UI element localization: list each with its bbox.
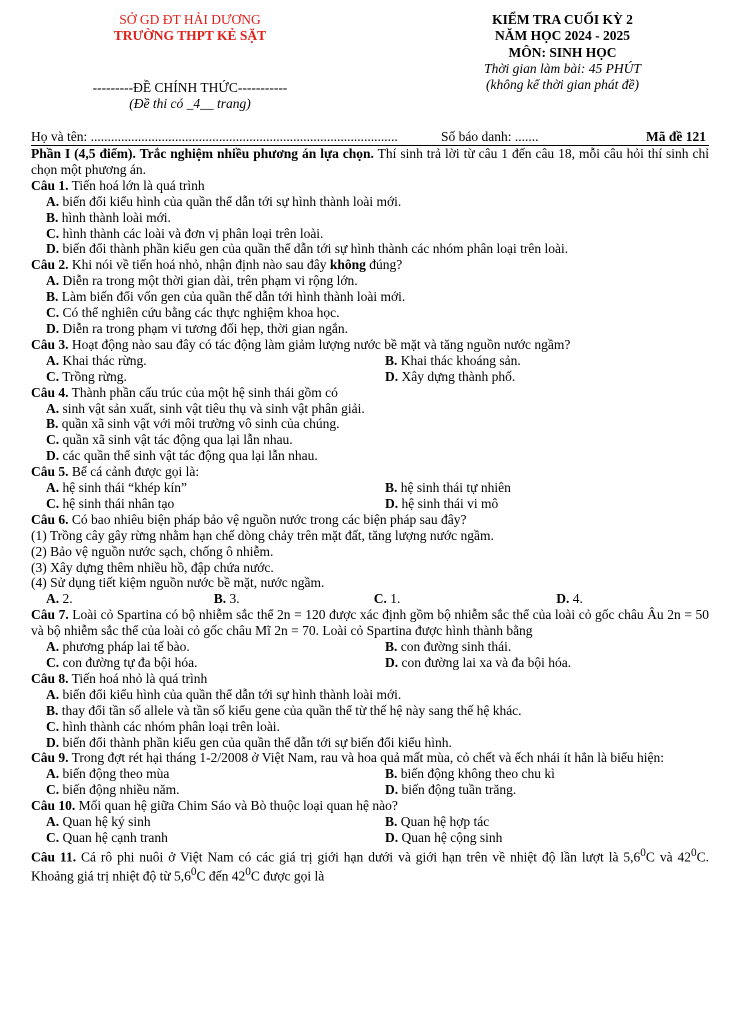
subject: MÔN: SINH HỌC: [508, 45, 617, 60]
option-text: biến đổi thành phần kiểu gen của quần thể dẫn tới sự biến đổi kiểu hình.: [62, 734, 452, 750]
option-c: [31, 496, 370, 512]
options-row: [31, 496, 709, 512]
question-text: Tiến hoá nhỏ là quá trình: [68, 670, 208, 686]
question-emphasis: không: [329, 257, 366, 273]
option-text: biến đổi kiểu hình của quần thể dẫn tới sự hình thành loài mới.: [62, 193, 402, 209]
option-d: [31, 241, 709, 257]
option-text: hình thành các loài và đơn vị phân loại trên loài.: [62, 225, 324, 241]
option-letter: C.: [46, 432, 60, 448]
question-label: Câu 5.: [31, 464, 69, 480]
option-b: [31, 210, 709, 226]
option-letter: D.: [46, 734, 60, 750]
option-d: [370, 782, 709, 798]
option-letter: D.: [385, 782, 399, 798]
option-a: [31, 687, 709, 703]
option-a: [31, 766, 370, 782]
statement-4: (4) Sử dụng tiết kiệm nguồn nước bề mặt, nước ngầm.: [31, 575, 325, 591]
degree-superscript: 0: [245, 866, 251, 879]
option-d: [31, 735, 709, 751]
part1-intro: [31, 146, 709, 178]
option-letter: A.: [46, 766, 60, 782]
degree-superscript: 0: [691, 846, 697, 859]
question-6: [31, 512, 709, 528]
option-a: [31, 273, 709, 289]
option-c: [31, 369, 370, 385]
question-text-end: đúng?: [365, 257, 403, 273]
option-letter: A.: [46, 193, 60, 209]
option-text: Làm biến đổi vốn gen của quần thể dẫn tới hình thành loài mới.: [61, 289, 406, 305]
question-3: [31, 337, 709, 353]
option-text: Quan hệ ký sinh: [62, 814, 151, 830]
student-name-field: Họ và tên: ...........................................................................................: [31, 129, 398, 144]
option-text: sinh vật sản xuất, sinh vật tiêu thụ và sinh vật phân giải.: [62, 400, 365, 416]
page-count: (Đề thi có _4__ trang): [129, 96, 251, 111]
options-row: [31, 480, 709, 496]
option-c: [31, 655, 370, 671]
option-d: [370, 369, 709, 385]
question-text: C được gọi là: [250, 868, 325, 884]
option-letter: A.: [46, 480, 60, 496]
option-b: [370, 766, 709, 782]
option-letter: B.: [385, 480, 398, 496]
option-letter: C.: [46, 495, 60, 511]
option-text: 3.: [229, 591, 240, 607]
question-label: Câu 11.: [31, 849, 77, 865]
option-letter: D.: [385, 829, 399, 845]
option-b: [31, 703, 709, 719]
option-letter: D.: [46, 448, 60, 464]
option-letter: D.: [385, 655, 399, 670]
options-row: [31, 591, 709, 607]
student-info-line: [31, 129, 709, 145]
question-4: [31, 385, 709, 401]
statement-3: (3) Xây dựng thêm nhiều hồ, đập chứa nước.: [31, 559, 274, 575]
question-11: [31, 846, 709, 885]
question-text: Hoạt động nào sau đây có tác động làm giảm lượng nước bề mặt và tăng nguồn nước ngầm?: [68, 336, 571, 352]
option-letter: B.: [46, 289, 59, 305]
option-letter: C.: [46, 782, 60, 798]
option-letter: B.: [385, 639, 398, 655]
question-2: [31, 257, 709, 273]
option-text: phương pháp lai tế bào.: [62, 639, 190, 655]
option-letter: B.: [46, 209, 59, 225]
exam-title: KIỂM TRA CUỐI KỲ 2: [492, 12, 633, 27]
option-text: biến đổi kiểu hình của quần thể dẫn tới sự hình thành loài mới.: [62, 686, 402, 702]
student-number-field: Số báo danh: .......: [441, 129, 539, 144]
options-row: [31, 369, 709, 385]
option-text: Diễn ra trong phạm vi tương đối hẹp, thời gian ngắn.: [62, 320, 349, 336]
question-label: Câu 1.: [31, 177, 69, 193]
option-b: [370, 353, 709, 369]
options-row: [31, 655, 709, 671]
degree-superscript: 0: [640, 846, 646, 859]
option-letter: A.: [46, 814, 60, 830]
option-letter: A.: [46, 273, 60, 289]
question-text: C và 42: [645, 849, 691, 865]
option-letter: D.: [385, 495, 399, 511]
option-text: biến động theo mùa: [62, 766, 170, 782]
option-text: 2.: [62, 591, 73, 607]
degree-superscript: 0: [190, 866, 197, 879]
exam-duration: Thời gian làm bài: 45 PHÚT: [484, 61, 641, 76]
option-a: [31, 194, 709, 210]
option-text: Diễn ra trong một thời gian dài, trên phạm vi rộng lớn.: [62, 273, 358, 289]
question-text: Cá rô phi nuôi ở Việt Nam có các giá trị giới hạn dưới và giới hạn trên về nhiệt độ lần lượt là 5,6: [76, 849, 641, 865]
option-c: [359, 591, 541, 607]
option-a: [31, 480, 370, 496]
statement-2: (2) Bảo vệ nguồn nước sạch, chống ô nhiễm.: [31, 543, 274, 559]
duration-note: (không kể thời gian phát đề): [485, 77, 640, 92]
option-text: hệ sinh thái tự nhiên: [400, 480, 511, 496]
option-d: [31, 448, 709, 464]
option-letter: C.: [46, 655, 60, 670]
option-letter: A.: [46, 639, 60, 655]
question-text: Trong đợt rét hại tháng 1-2/2008 ở Việt Nam, rau và hoa quả mất mùa, cỏ chết và ếch nhái ít hẳn là biểu hiện:: [68, 750, 664, 766]
option-letter: C.: [46, 718, 60, 734]
question-10: [31, 798, 709, 814]
option-letter: C.: [46, 368, 60, 384]
question-7: [31, 607, 709, 639]
option-letter: C.: [46, 829, 60, 845]
option-a: [31, 639, 370, 655]
department-name: SỞ GD ĐT HẢI DƯƠNG: [119, 12, 261, 27]
question-label: Câu 10.: [31, 798, 76, 814]
question-text: Loài cỏ Spartina có bộ nhiễm sắc thể 2n = 120 được xác định gồm bộ nhiễm sắc thể của loài cỏ gốc châu Âu 2n = 50 và bộ nhiễm sắc thể của loài cỏ gốc châu Mĩ 2n = 70. Loài cỏ Spartina được hình thành bằng: [31, 607, 710, 639]
question-label: Câu 9.: [31, 750, 69, 766]
option-b: [370, 480, 709, 496]
option-d: [370, 830, 709, 846]
option-text: 1.: [390, 591, 401, 607]
option-letter: D.: [385, 368, 399, 384]
question-8: [31, 671, 709, 687]
option-text: con đường sinh thái.: [400, 639, 512, 655]
question-label: Câu 6.: [31, 511, 69, 527]
option-text: biến động không theo chu kì: [400, 766, 555, 782]
option-text: hình thành loài mới.: [61, 209, 171, 225]
question-text: Có bao nhiêu biện pháp bảo vệ nguồn nước trong các biện pháp sau đây?: [68, 511, 467, 527]
statement-1: (1) Trồng cây gây rừng nhằm hạn chế dòng chảy trên mặt đất, tăng lượng nước ngầm.: [31, 527, 494, 543]
option-letter: B.: [46, 702, 59, 718]
part1-instruction: Thí sinh trả lời từ câu 1 đến câu 18, mỗi câu hỏi thí sinh chỉ chọn một phương án.: [31, 146, 709, 177]
option-letter: B.: [385, 352, 398, 368]
option-c: [31, 305, 709, 321]
option-b: [31, 416, 709, 432]
question-5: [31, 464, 709, 480]
option-letter: A.: [46, 400, 60, 416]
option-text: biến động nhiều năm.: [62, 782, 180, 798]
option-text: Quan hệ cạnh tranh: [62, 829, 168, 845]
question-label: Câu 7.: [31, 607, 69, 623]
option-letter: B.: [385, 766, 398, 782]
option-a: [31, 591, 199, 607]
option-text: Khai thác rừng.: [62, 352, 147, 368]
option-d: [541, 591, 709, 607]
option-letter: B.: [385, 814, 398, 830]
option-text: thay đổi tần số allele và tần số kiểu gene của quần thể từ thế hệ này sang thế hệ khác.: [61, 702, 522, 718]
option-letter: A.: [46, 686, 60, 702]
option-text: các quần thể sinh vật tác động qua lại lẫn nhau.: [62, 448, 318, 464]
options-row: [31, 814, 709, 830]
question-label: Câu 4.: [31, 384, 69, 400]
question-text: Mối quan hệ giữa Chim Sáo và Bò thuộc loại quan hệ nào?: [75, 798, 398, 814]
option-letter: A.: [46, 352, 60, 368]
option-b: [370, 639, 709, 655]
option-text: 4.: [572, 591, 583, 607]
option-letter: C.: [46, 305, 60, 321]
header-left: [60, 12, 320, 112]
option-d: [370, 496, 709, 512]
option-c: [31, 432, 709, 448]
exam-code: Mã đề 121: [646, 129, 706, 144]
option-a: [31, 401, 709, 417]
option-text: Trồng rừng.: [62, 368, 127, 384]
question-text: Thành phần cấu trúc của một hệ sinh thái gồm có: [68, 384, 338, 400]
option-letter: A.: [46, 591, 60, 607]
option-c: [31, 830, 370, 846]
exam-content: [31, 146, 709, 885]
options-row: [31, 639, 709, 655]
question-text: C. Khoảng giá trị nhiệt độ từ 5,6: [31, 849, 710, 884]
option-c: [31, 782, 370, 798]
option-text: hệ sinh thái vi mô: [401, 495, 499, 511]
school-year: NĂM HỌC 2024 - 2025: [495, 28, 630, 43]
option-text: biến đổi thành phần kiểu gen của quần thể dẫn tới sự hình thành các nhóm phân loại trên loài.: [62, 241, 569, 257]
option-b: [31, 289, 709, 305]
option-letter: B.: [46, 416, 59, 432]
option-a: [31, 353, 370, 369]
option-letter: D.: [556, 591, 570, 607]
official-label: ---------ĐỀ CHÍNH THỨC-----------: [92, 80, 288, 95]
options-row: [31, 766, 709, 782]
option-d: [31, 321, 709, 337]
option-text: biến động tuần trăng.: [401, 782, 517, 798]
option-letter: D.: [46, 320, 60, 336]
option-b: [370, 814, 709, 830]
question-text: C đến 42: [196, 868, 246, 884]
question-9: [31, 750, 709, 766]
option-letter: B.: [213, 591, 227, 607]
option-text: hệ sinh thái “khép kín”: [62, 480, 187, 496]
question-label: Câu 8.: [31, 670, 69, 686]
option-text: quần xã sinh vật với môi trường vô sinh của chúng.: [61, 416, 340, 432]
part1-title: Phần I (4,5 điểm). Trắc nghiệm nhiều phương án lựa chọn.: [31, 146, 374, 161]
school-name: TRƯỜNG THPT KẺ SẶT: [113, 28, 267, 43]
options-row: [31, 353, 709, 369]
question-label: Câu 2.: [31, 257, 69, 273]
options-row: [31, 782, 709, 798]
question-text: Bể cá cảnh được gọi là:: [68, 464, 200, 480]
options-row: [31, 830, 709, 846]
option-text: Quan hệ cộng sinh: [401, 829, 503, 845]
option-text: Xây dựng thành phố.: [401, 368, 516, 384]
option-text: Có thể nghiên cứu bằng các thực nghiệm khoa học.: [62, 305, 340, 321]
option-letter: C.: [46, 225, 60, 241]
option-letter: C.: [373, 591, 387, 607]
option-letter: D.: [46, 241, 60, 257]
option-c: [31, 226, 709, 242]
question-text: Khi nói về tiến hoá nhỏ, nhận định nào sau đây: [68, 257, 330, 273]
option-text: hình thành các nhóm phân loại trên loài.: [62, 718, 280, 734]
option-text: con đường lai xa và đa bội hóa.: [401, 655, 572, 670]
option-text: Khai thác khoáng sản.: [400, 352, 521, 368]
option-d: [370, 655, 709, 671]
option-a: [31, 814, 370, 830]
question-1: [31, 178, 709, 194]
option-text: Quan hệ hợp tác: [400, 814, 490, 830]
option-c: [31, 719, 709, 735]
option-text: quần xã sinh vật tác động qua lại lẫn nhau.: [62, 432, 293, 448]
question-label: Câu 3.: [31, 336, 69, 352]
header-right: [420, 12, 705, 93]
question-text: Tiến hoá lớn là quá trình: [68, 177, 205, 193]
option-b: [199, 591, 359, 607]
option-text: hệ sinh thái nhân tạo: [62, 495, 175, 511]
option-text: con đường tự đa bội hóa.: [62, 655, 198, 670]
